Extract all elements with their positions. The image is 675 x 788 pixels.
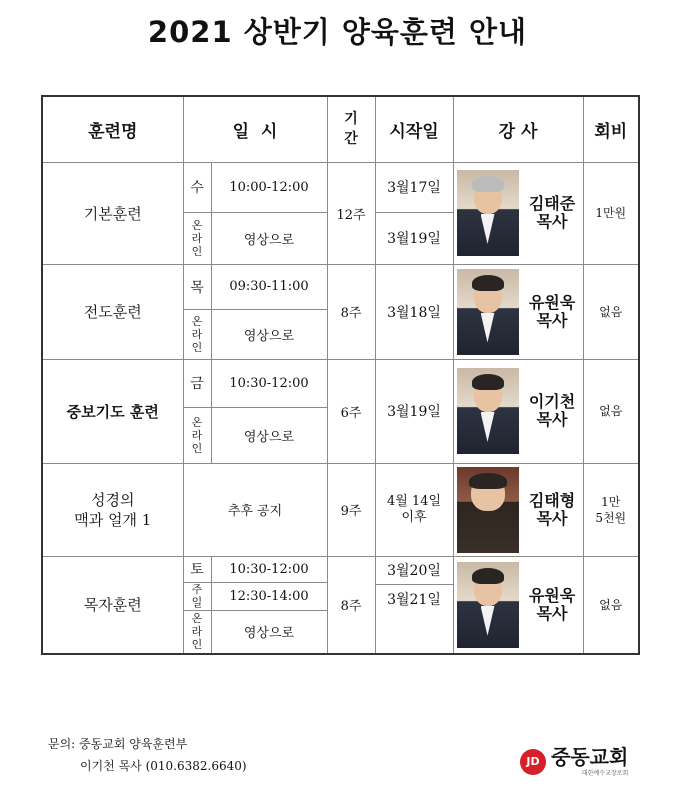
instructor-name: 유원욱: [528, 585, 576, 605]
training-duration: 6주: [327, 359, 375, 463]
training-start-2: 3월21일: [376, 584, 453, 613]
table-row: [42, 463, 639, 556]
online-text: 영상으로: [211, 212, 327, 264]
contact-info: [48, 733, 247, 777]
training-start-1: 3월20일: [387, 563, 441, 580]
online-label: 온 라 인: [183, 309, 211, 359]
instructor-cell: [453, 463, 583, 556]
training-duration: 8주: [327, 264, 375, 359]
training-start: 3월19일: [375, 359, 453, 463]
training-duration: 8주: [327, 556, 375, 654]
training-start-2: 3월19일: [375, 212, 453, 264]
header-name: 훈련명: [42, 96, 183, 162]
training-start-1: 3월17일: [375, 162, 453, 212]
training-fee: 없음: [583, 556, 639, 654]
training-name: 목자훈련: [42, 556, 183, 654]
online-text: 영상으로: [211, 407, 327, 463]
instructor-photo: [457, 368, 519, 454]
instructor-title: 목사: [536, 603, 568, 623]
online-label: 온 라 인: [183, 610, 211, 654]
instructor-cell: [453, 556, 583, 654]
page-title: 2021 상반기 양육훈련 안내: [147, 15, 528, 49]
table-row: [42, 264, 639, 309]
table-row: [42, 162, 639, 212]
table-header-row: [42, 96, 639, 162]
training-fee: 없음: [583, 264, 639, 359]
table-row: [42, 359, 639, 407]
instructor-title: 목사: [536, 410, 568, 429]
instructor-photo: [457, 467, 519, 553]
training-name: 전도훈련: [42, 264, 183, 359]
instructor-cell: [453, 264, 583, 359]
training-fee: 1만 5천원: [583, 463, 639, 556]
training-name: 기본훈련: [42, 162, 183, 264]
training-time: 10:00-12:00: [211, 162, 327, 212]
logo-subtitle: 대한예수교장로회: [581, 770, 629, 777]
training-name: 중보기도 훈련: [42, 359, 183, 463]
instructor-name: 김태준: [528, 194, 576, 213]
instructor-title: 목사: [536, 508, 568, 528]
header-duration: 기 간: [327, 96, 375, 162]
online-text: 영상으로: [211, 610, 327, 654]
online-label: 온 라 인: [183, 212, 211, 264]
instructor-photo: [457, 170, 519, 256]
training-day: 수: [183, 162, 211, 212]
training-time: 09:30-11:00: [211, 264, 327, 309]
training-time-2: 12:30-14:00: [211, 582, 327, 610]
training-start-cell: [375, 556, 453, 654]
instructor-cell: [453, 359, 583, 463]
training-day: 목: [183, 264, 211, 309]
header-instructor: 강 사: [453, 96, 583, 162]
instructor-photo: [457, 269, 519, 355]
logo-mark-icon: JD: [520, 749, 546, 775]
instructor-title: 목사: [536, 212, 568, 231]
training-name: 성경의 맥과 얼개 1: [42, 463, 183, 556]
header-start: 시작일: [375, 96, 453, 162]
contact-line-2: 이기천 목사 (010.6382.6640): [80, 759, 247, 773]
instructor-name: 이기천: [528, 392, 576, 411]
online-text: 영상으로: [211, 309, 327, 359]
training-day: 금: [183, 359, 211, 407]
table-row: [42, 556, 639, 582]
training-fee: 1만원: [583, 162, 639, 264]
instructor-name: 유원욱: [528, 292, 576, 312]
training-start: 3월18일: [375, 264, 453, 359]
training-duration: 9주: [327, 463, 375, 556]
training-schedule: 추후 공지: [183, 463, 327, 556]
instructor-name: 김태형: [528, 490, 576, 510]
training-time-1: 10:30-12:00: [211, 556, 327, 582]
training-duration: 12주: [327, 162, 375, 264]
training-schedule-table: [41, 95, 640, 655]
training-time: 10:30-12:00: [211, 359, 327, 407]
instructor-photo: [457, 562, 519, 648]
online-label: 온 라 인: [183, 407, 211, 463]
training-day-2: 주 일: [183, 582, 211, 610]
instructor-title: 목사: [536, 310, 568, 330]
training-fee: 없음: [583, 359, 639, 463]
logo-name: 중동교회: [551, 745, 629, 769]
contact-line-1: 문의: 중동교회 양육훈련부: [48, 737, 188, 751]
header-fee: 회비: [583, 96, 639, 162]
training-start: 4월 14일 이후: [375, 463, 453, 556]
instructor-cell: [453, 162, 583, 264]
church-logo: [520, 746, 628, 777]
training-day-1: 토: [183, 556, 211, 582]
header-when: 일 시: [183, 96, 327, 162]
